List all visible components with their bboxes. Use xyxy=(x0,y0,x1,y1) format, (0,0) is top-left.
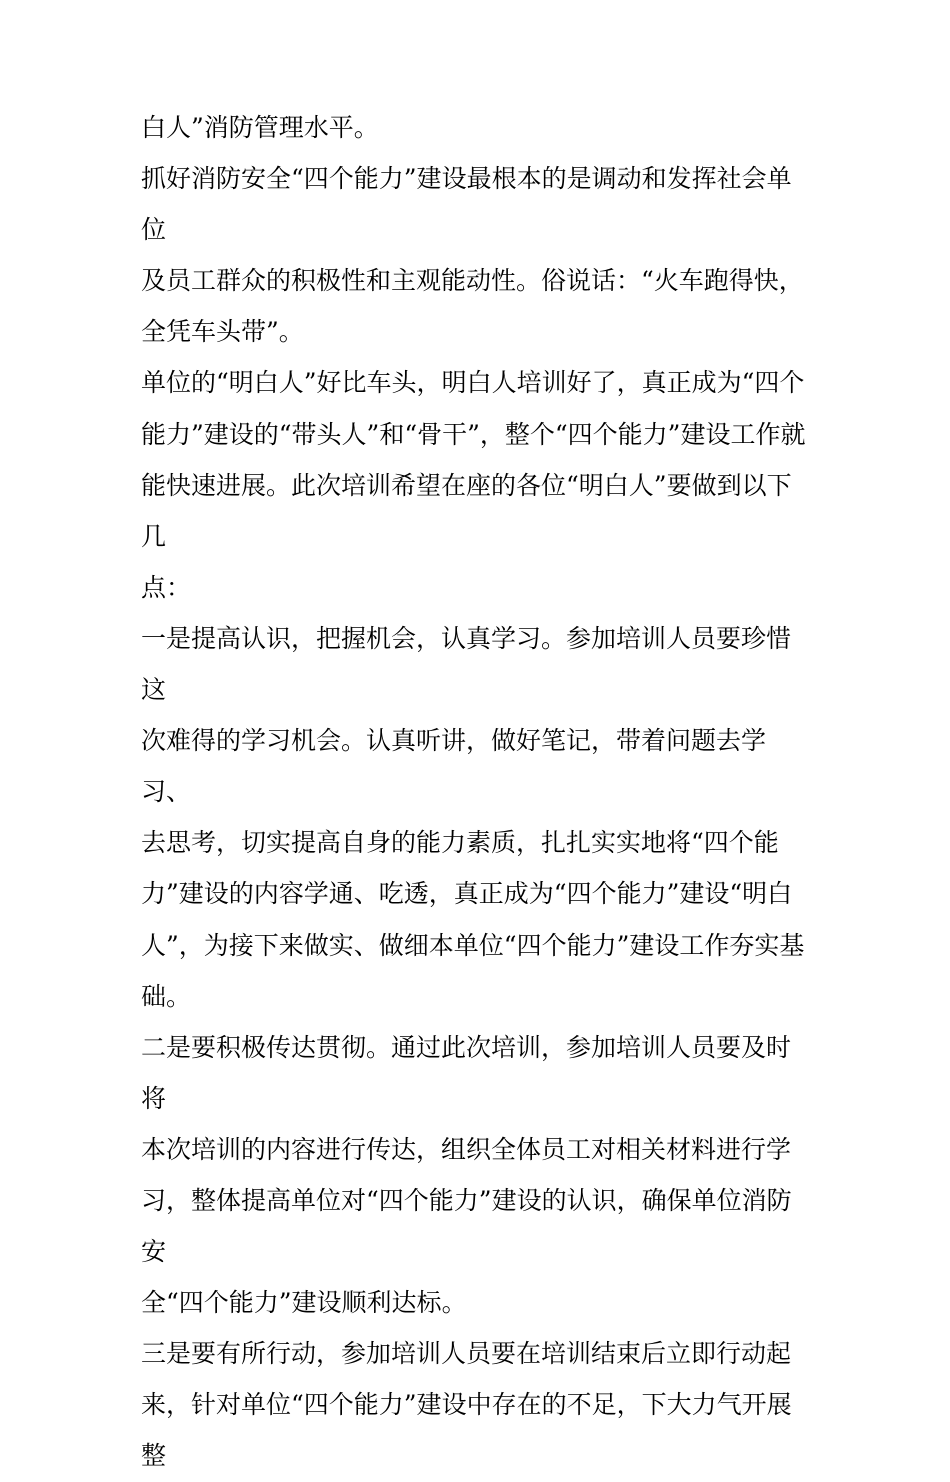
paragraph-2: 抓好消防安全“四个能力”建设最根本的是调动和发挥社会单位 及员工群众的积极性和主观能动性。俗说话：“火车跑得快， 全凭车头带”。 xyxy=(141,164,804,347)
paragraph-1: 白人”消防管理水平。 xyxy=(141,113,379,142)
paragraph-4: 一是提高认识，把握机会，认真学习。参加培训人员要珍惜这 次难得的学习机会。认真听讲，做好笔记，带着问题去学习、 去思考，切实提高自身的能力素质，扎扎实实地将“四个能 力”建设的内容学通、吃透，真正成为“四个能力”建设“明白 人”，为接下来做实、做细本单位“四个能力”建设工作夯实基 础。 xyxy=(141,623,805,1011)
document-body xyxy=(141,102,815,1482)
paragraph-5: 二是要积极传达贯彻。通过此次培训，参加培训人员要及时将 本次培训的内容进行传达，组织全体员工对相关材料进行学 习，整体提高单位对“四个能力”建设的认识，确保单位消防安 全“四个能力”建设顺利达标。 xyxy=(141,1032,792,1318)
paragraph-6: 三是要有所行动，参加培训人员要在培训结束后立即行动起 来，针对单位“四个能力”建设中存在的不足，下大力气开展整 xyxy=(141,1339,792,1471)
paragraph-3: 单位的“明白人”好比车头，明白人培训好了，真正成为“四个 能力”建设的“带头人”和“骨干”，整个“四个能力”建设工作就 能快速进展。此次培训希望在座的各位“明白人”要做到以下几 点： xyxy=(141,368,806,602)
